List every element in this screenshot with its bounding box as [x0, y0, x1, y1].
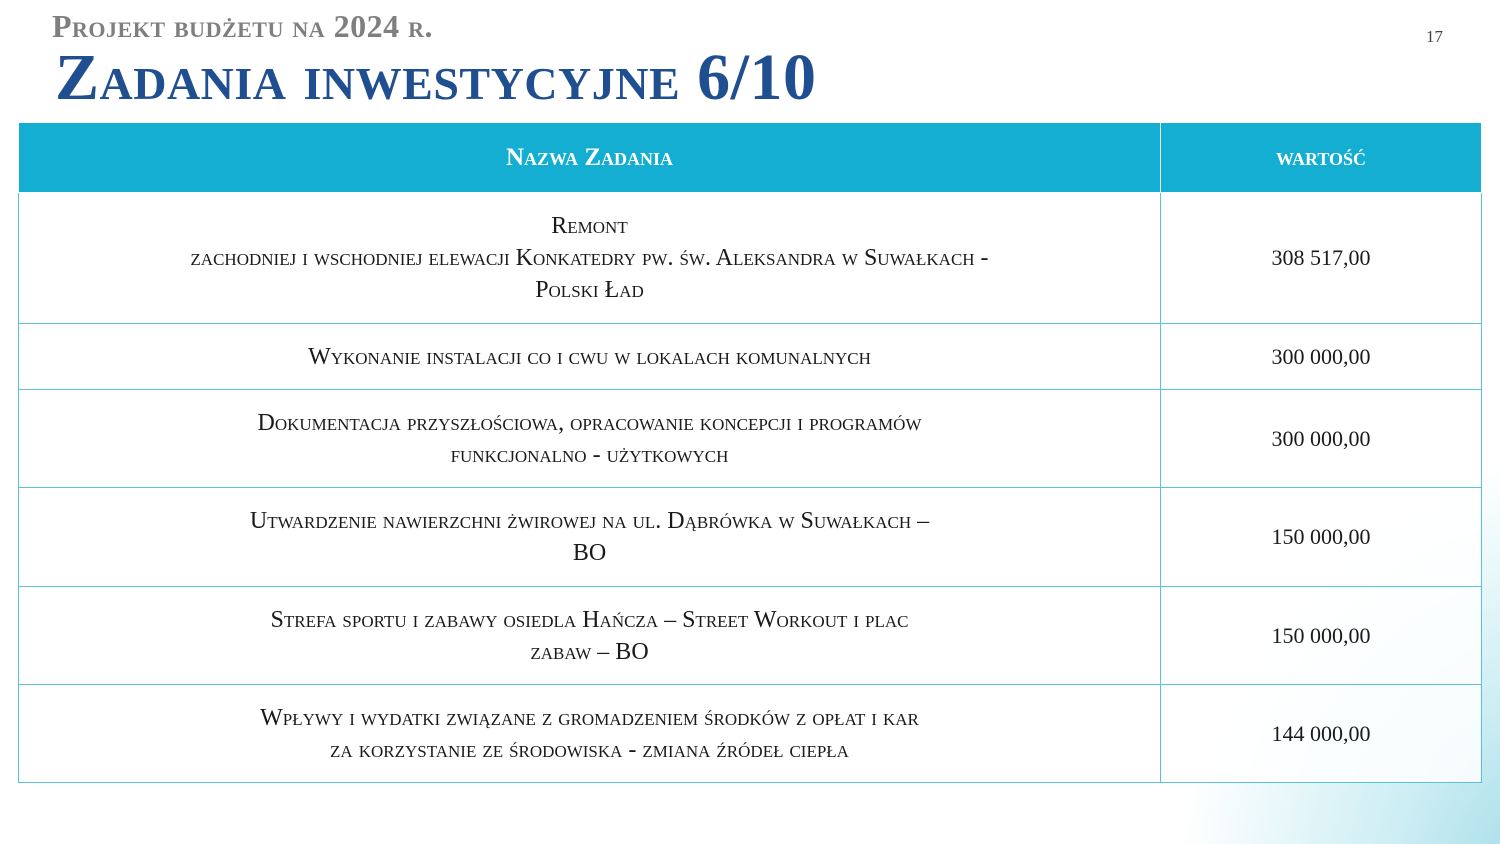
task-value-cell: 308 517,00 — [1161, 193, 1482, 324]
task-name-line: zabaw – BO — [530, 638, 649, 665]
task-value-cell: 150 000,00 — [1161, 587, 1482, 685]
task-name-line: Remont — [551, 213, 628, 239]
task-name-line: Utwardzenie nawierzchni żwirowej na ul. Dąbrówka w Suwałkach – — [249, 508, 930, 534]
task-name-line: za korzystanie ze środowiska - zmiana źródeł ciepła — [330, 736, 849, 763]
table-row — [19, 390, 1482, 488]
task-name-line: Strefa sportu i zabawy osiedla Hańcza – Street Workout i plac — [270, 606, 909, 633]
task-value-cell: 300 000,00 — [1161, 324, 1482, 390]
table-row — [19, 324, 1482, 390]
task-name-line: zachodniej i wschodniej elewacji Konkatedry pw. św. Aleksandra w Suwałkach - — [190, 245, 989, 271]
column-header-value: wartość — [1161, 123, 1482, 193]
task-name-cell — [19, 587, 1161, 685]
slide-title: Zadania inwestycyjne 6/10 — [55, 41, 817, 114]
task-name-line: Polski Ład — [535, 277, 644, 303]
investment-tasks-table — [18, 122, 1482, 783]
task-value-cell: 144 000,00 — [1161, 685, 1482, 783]
task-name-line: funkcjonalno - użytkowych — [450, 441, 729, 468]
task-name-cell — [19, 193, 1161, 324]
task-value-cell: 300 000,00 — [1161, 390, 1482, 488]
slide-subtitle: Projekt budżetu na 2024 r. — [52, 8, 434, 44]
task-name-cell — [19, 324, 1161, 390]
column-header-task-name: Nazwa Zadania — [19, 123, 1161, 193]
task-value-cell: 150 000,00 — [1161, 488, 1482, 587]
page-number: 17 — [1426, 27, 1443, 46]
task-name-cell — [19, 488, 1161, 587]
task-name-line: Wykonanie instalacji co i cwu w lokalach komunalnych — [308, 343, 871, 370]
task-name-cell — [19, 685, 1161, 783]
table-row — [19, 193, 1482, 324]
task-name-line: Wpływy i wydatki związane z gromadzeniem środków z opłat i kar — [260, 704, 919, 731]
table-row — [19, 488, 1482, 587]
table-row — [19, 587, 1482, 685]
task-name-line: Dokumentacja przyszłościowa, opracowanie koncepcji i programów — [257, 409, 922, 436]
task-name-cell — [19, 390, 1161, 488]
task-name-line: BO — [572, 540, 607, 566]
table-row — [19, 685, 1482, 783]
table-header-row — [19, 123, 1482, 193]
